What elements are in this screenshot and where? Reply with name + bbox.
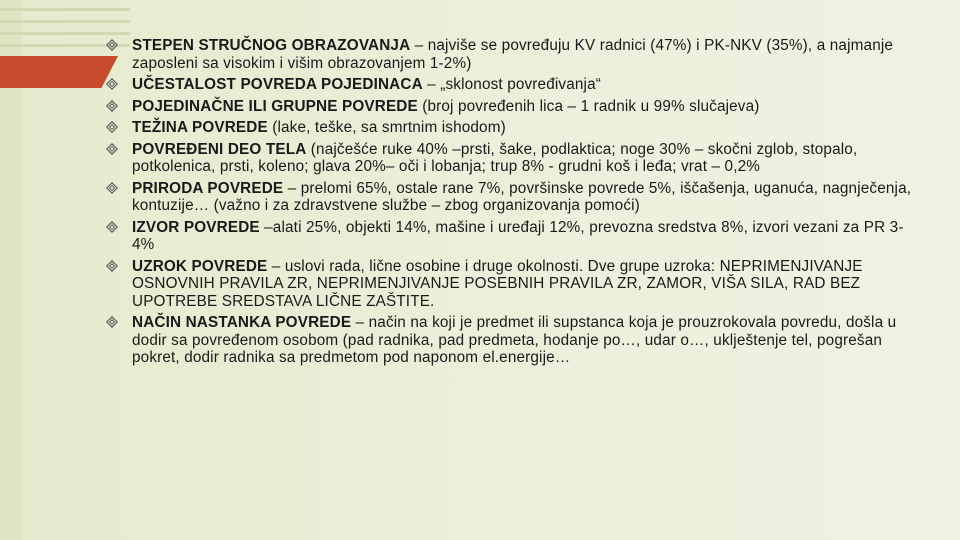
bullet-item	[106, 258, 918, 311]
decorative-stripe	[0, 8, 130, 11]
bullet-text	[132, 219, 918, 254]
diamond-bullet-icon	[106, 219, 132, 233]
bullet-item	[106, 314, 918, 367]
bullet-heading: POVREĐENI DEO TELA	[132, 140, 307, 158]
bullet-text	[132, 76, 601, 94]
bullet-item	[106, 76, 918, 94]
bullet-text	[132, 98, 760, 116]
bullet-text	[132, 180, 918, 215]
bullet-body: (najčešće ruke 40% –prsti, šake, podlaktica; noge 30% – skočni zglob, stopalo, potkolenica, prsti, koleno; glava 20%– oči i lobanja; trup 8% - grudni koš i leđa; vrat – 0,2%	[132, 140, 858, 175]
bullet-item	[106, 98, 918, 116]
diamond-bullet-icon	[106, 258, 132, 272]
bullet-item	[106, 180, 918, 215]
bullet-body: –alati 25%, objekti 14%, mašine i uređaji 12%, prevozna sredstva 8%, izvori vezani za PR 3-4%	[132, 218, 904, 253]
bullet-text	[132, 37, 918, 72]
decorative-stripe	[0, 32, 130, 35]
bullet-text	[132, 258, 918, 311]
bullet-heading: UZROK POVREDE	[132, 257, 268, 275]
diamond-bullet-icon	[106, 141, 132, 155]
bullet-heading: PRIRODA POVREDE	[132, 179, 284, 197]
bullet-heading: NAČIN NASTANKA POVREDE	[132, 314, 352, 331]
diamond-bullet-icon	[106, 180, 132, 194]
diamond-bullet-icon	[106, 76, 132, 90]
bullet-item	[106, 119, 918, 137]
bullet-item	[106, 219, 918, 254]
accent-tab	[0, 56, 118, 88]
bullet-body: (lake, teške, sa smrtnim ishodom)	[267, 119, 506, 136]
bullet-body: – način na koji je predmet ili supstanca koja je prouzrokovala povredu, došla u dodir sa povređenom osobom (pad radnika, pad predmeta, hodanje po…, udar o…, uklještenje tel, pogrešan pokret, dodir radnika sa predmetom pod naponom el.energije…	[132, 314, 897, 366]
diamond-bullet-icon	[106, 37, 132, 51]
bullet-item	[106, 37, 918, 72]
diamond-bullet-icon	[106, 119, 132, 133]
bullet-body: (broj povređenih lica – 1 radnik u 99% slučajeva)	[417, 97, 760, 115]
bullet-heading: TEŽINA POVREDE	[132, 119, 268, 136]
bullet-list	[106, 37, 918, 371]
bullet-heading: STEPEN STRUČNOG OBRAZOVANJA	[132, 37, 411, 54]
bullet-body: – prelomi 65%, ostale rane 7%, površinske povrede 5%, iščašenja, uganuća, nagnječenja, kontuzije… (važno i za zdravstvene službe – zbog organizovanja pomoći)	[132, 179, 912, 214]
bullet-text	[132, 314, 918, 367]
bullet-heading: POJEDINAČNE ILI GRUPNE POVREDE	[132, 97, 418, 115]
bullet-body: – „sklonost povređivanja“	[422, 76, 601, 93]
bullet-heading: UČESTALOST POVREDA POJEDINACA	[132, 76, 423, 93]
bullet-heading: IZVOR POVREDE	[132, 218, 260, 236]
bullet-body: – najviše se povređuju KV radnici (47%) i PK-NKV (35%), a najmanje zaposleni sa visokim i višim obrazovanjem 1-2%)	[132, 37, 894, 72]
bullet-item	[106, 141, 918, 176]
bullet-text	[132, 119, 506, 137]
bullet-body: – uslovi rada, lične osobine i druge okolnosti. Dve grupe uzroka: NEPRIMENJIVANJE OSNOVNIH PRAVILA ZR, NEPRIMENJIVANJE POSEBNIH PRAVILA ZR, ZAMOR, VIŠA SILA, RAD BEZ UPOTREBE SREDSTAVA LIČNE ZAŠTITE.	[132, 257, 863, 310]
decorative-stripe	[0, 20, 130, 23]
diamond-bullet-icon	[106, 314, 132, 328]
diamond-bullet-icon	[106, 98, 132, 112]
bullet-text	[132, 141, 918, 176]
